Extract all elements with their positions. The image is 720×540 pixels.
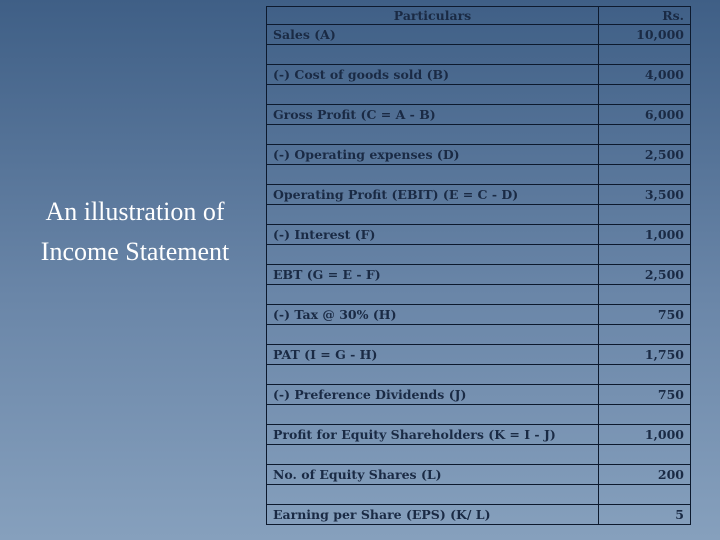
row-amount: 2,500 xyxy=(599,265,691,285)
spacer-cell xyxy=(599,85,691,105)
spacer-cell xyxy=(599,445,691,465)
spacer-cell xyxy=(599,405,691,425)
spacer-cell xyxy=(267,285,599,305)
row-label: (-) Interest (F) xyxy=(267,225,599,245)
row-amount: 1,000 xyxy=(599,425,691,445)
row-amount: 750 xyxy=(599,305,691,325)
spacer-row xyxy=(267,405,691,425)
header-rs: Rs. xyxy=(599,7,691,25)
spacer-cell xyxy=(267,165,599,185)
spacer-cell xyxy=(267,205,599,225)
row-amount: 750 xyxy=(599,385,691,405)
row-label: PAT (I = G - H) xyxy=(267,345,599,365)
spacer-cell xyxy=(599,325,691,345)
table-row xyxy=(267,65,691,85)
row-amount: 10,000 xyxy=(599,25,691,45)
spacer-cell xyxy=(599,245,691,265)
slide-caption xyxy=(8,192,262,272)
spacer-row xyxy=(267,245,691,265)
spacer-row xyxy=(267,45,691,65)
row-amount: 4,000 xyxy=(599,65,691,85)
spacer-row xyxy=(267,165,691,185)
spacer-row xyxy=(267,445,691,465)
spacer-cell xyxy=(267,85,599,105)
spacer-cell xyxy=(599,45,691,65)
row-label: No. of Equity Shares (L) xyxy=(267,465,599,485)
table-header-row xyxy=(267,7,691,25)
table-row xyxy=(267,185,691,205)
row-amount: 1,750 xyxy=(599,345,691,365)
table-row xyxy=(267,105,691,125)
header-particulars: Particulars xyxy=(267,7,599,25)
spacer-row xyxy=(267,365,691,385)
spacer-cell xyxy=(267,405,599,425)
row-label: (-) Operating expenses (D) xyxy=(267,145,599,165)
spacer-cell xyxy=(599,365,691,385)
row-label: (-) Tax @ 30% (H) xyxy=(267,305,599,325)
row-amount: 5 xyxy=(599,505,691,525)
income-statement-table xyxy=(266,6,691,525)
row-label: (-) Cost of goods sold (B) xyxy=(267,65,599,85)
spacer-cell xyxy=(599,125,691,145)
spacer-row xyxy=(267,205,691,225)
table-body xyxy=(267,25,691,525)
row-label: Earning per Share (EPS) (K/ L) xyxy=(267,505,599,525)
spacer-cell xyxy=(599,285,691,305)
spacer-cell xyxy=(267,485,599,505)
table-row xyxy=(267,225,691,245)
table-row xyxy=(267,345,691,365)
row-label: EBT (G = E - F) xyxy=(267,265,599,285)
spacer-row xyxy=(267,125,691,145)
table-row xyxy=(267,265,691,285)
row-label: Operating Profit (EBIT) (E = C - D) xyxy=(267,185,599,205)
spacer-row xyxy=(267,485,691,505)
spacer-cell xyxy=(267,325,599,345)
table-row xyxy=(267,145,691,165)
spacer-cell xyxy=(267,125,599,145)
table-row xyxy=(267,505,691,525)
spacer-cell xyxy=(599,205,691,225)
row-label: Sales (A) xyxy=(267,25,599,45)
spacer-cell xyxy=(267,365,599,385)
spacer-cell xyxy=(267,245,599,265)
row-amount: 200 xyxy=(599,465,691,485)
spacer-cell xyxy=(599,485,691,505)
row-amount: 1,000 xyxy=(599,225,691,245)
caption-line-1: An illustration of xyxy=(45,197,225,226)
table-row xyxy=(267,425,691,445)
row-amount: 6,000 xyxy=(599,105,691,125)
spacer-cell xyxy=(599,165,691,185)
table-row xyxy=(267,385,691,405)
spacer-row xyxy=(267,325,691,345)
table-row xyxy=(267,465,691,485)
row-label: Gross Profit (C = A - B) xyxy=(267,105,599,125)
row-label: Profit for Equity Shareholders (K = I - J) xyxy=(267,425,599,445)
spacer-cell xyxy=(267,445,599,465)
row-label: (-) Preference Dividends (J) xyxy=(267,385,599,405)
caption-line-2: Income Statement xyxy=(40,237,230,266)
spacer-row xyxy=(267,285,691,305)
spacer-cell xyxy=(267,45,599,65)
row-amount: 3,500 xyxy=(599,185,691,205)
row-amount: 2,500 xyxy=(599,145,691,165)
spacer-row xyxy=(267,85,691,105)
table-row xyxy=(267,305,691,325)
table-row xyxy=(267,25,691,45)
